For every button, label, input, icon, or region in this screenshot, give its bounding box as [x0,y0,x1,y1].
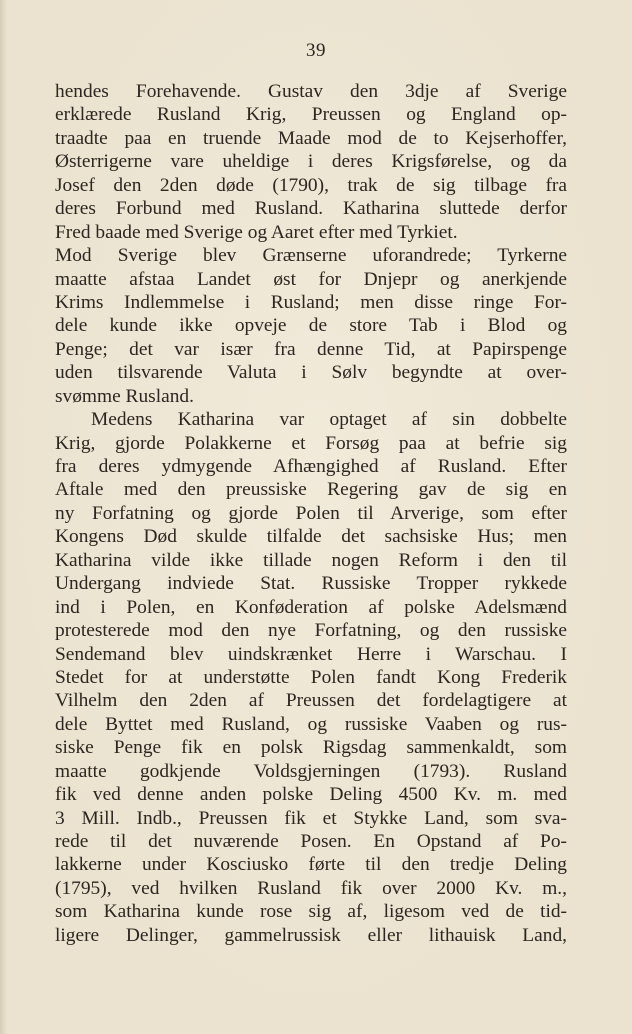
text-line: rede til det nuværende Posen. En Opstand af Po- [55,831,567,852]
text-line: Krig, gjorde Polakkerne et Forsøg paa at befrie sig [55,432,567,454]
text-line: Krims Indlemmelse i Rusland; men disse ringe For- [55,291,567,313]
text-line: erklærede Rusland Krig, Preussen og England op- [55,104,567,126]
text-line: hendes Forehavende. Gustav den 3dje af Sverige [55,81,567,102]
text-line: som Katharina kunde rose sig af, ligesom ved de tid- [55,901,567,923]
text-line: Katharina vilde ikke tillade nogen Reform i den til [55,549,567,571]
text-line: lakkerne under Kosciusko førte til den tredje Deling [55,854,567,876]
text-line: siske Penge fik en polsk Rigsdag sammenkaldt, som [55,737,567,759]
text-line: dele Byttet med Rusland, og russiske Vaaben og rus- [55,713,567,735]
text-line: Fred baade med Sverige og Aaret efter med Tyrkiet. [55,221,458,243]
text-line: Sendemand blev uindskrænket Herre i Warschau. I [55,643,567,665]
page-edge-shadow [0,0,7,1034]
text-line: Josef den 2den døde (1790), trak de sig tilbage fra [55,174,567,196]
text-line: dele kunde ikke opveje de store Tab i Blod og [55,315,567,337]
text-line: Aftale med den preussiske Regering gav de sig en [55,479,567,501]
text-line: Stedet for at understøtte Polen fandt Kong Frederik [55,666,567,688]
text-line: Undergang indviede Stat. Russiske Tropper rykkede [55,573,567,595]
text-line: maatte godkjende Voldsgjerningen (1793). Rusland [55,760,567,782]
text-line: Medens Katharina var optaget af sin dobbelte [91,409,567,431]
body-text [55,80,567,947]
text-line: ind i Polen, en Konføderation af polske Adelsmænd [55,596,567,618]
text-line: deres Forbund med Rusland. Katharina sluttede derfor [55,198,567,220]
text-line: Vilhelm den 2den af Preussen det fordelagtigere at [55,690,567,712]
text-line: svømme Rusland. [55,385,194,407]
text-line: uden tilsvarende Valuta i Sølv begyndte at over- [55,362,567,384]
text-line: fra deres ydmygende Afhængighed af Rusland. Efter [55,456,567,477]
text-line: (1795), ved hvilken Rusland fik over 2000 Kv. m., [55,877,567,899]
text-line: ligere Delinger, gammelrussisk eller lithauisk Land, [55,924,567,946]
text-line: fik ved denne anden polske Deling 4500 Kv. m. med [55,784,567,806]
text-line: Østerrigerne vare uheldige i deres Krigsførelse, og da [55,151,567,173]
text-line: maatte afstaa Landet øst for Dnjepr og anerkjende [55,268,567,290]
text-line: Mod Sverige blev Grænserne uforandrede; Tyrkerne [55,245,567,267]
text-line: 3 Mill. Indb., Preussen fik et Stykke Land, som sva- [55,807,567,829]
page-number: 39 [306,40,326,61]
text-line: ny Forfatning og gjorde Polen til Arverige, som efter [55,502,567,524]
text-line: traadte paa en truende Maade mod de to Kejserhoffer, [55,127,567,149]
text-line: Penge; det var især fra denne Tid, at Papirspenge [55,338,567,360]
text-line: protesterede mod den nye Forfatning, og den russiske [55,620,567,642]
text-line: Kongens Død skulde tilfalde det sachsiske Hus; men [55,526,567,548]
